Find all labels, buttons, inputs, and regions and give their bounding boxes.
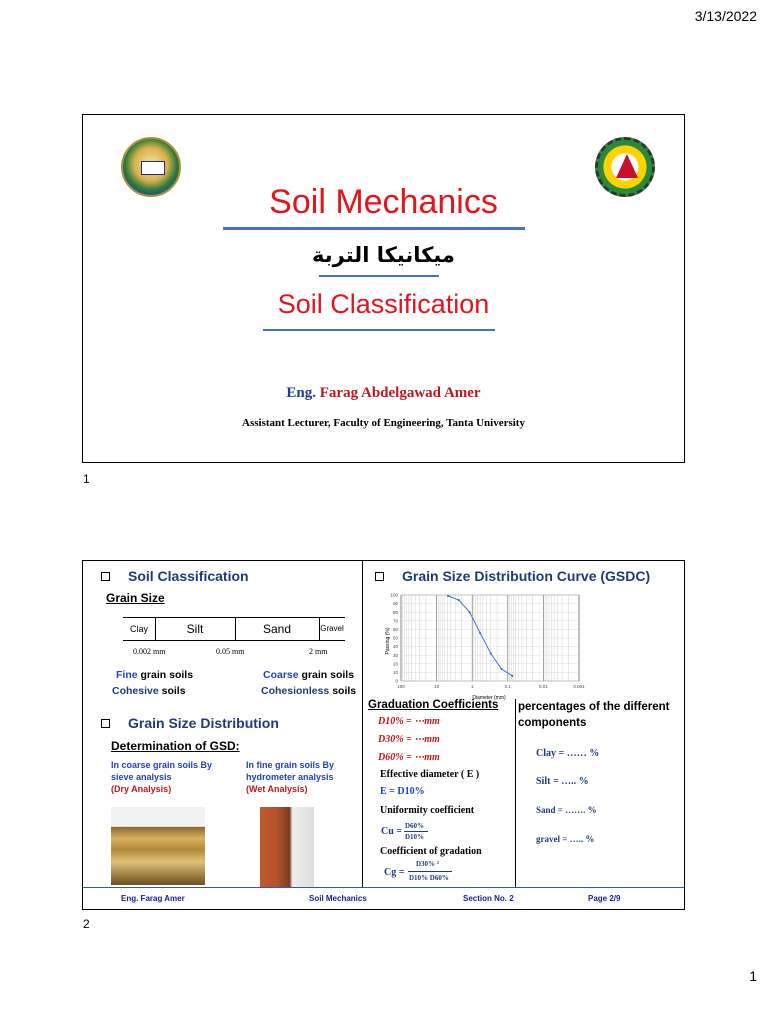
- chart-point: [490, 652, 492, 654]
- chart-y-label: Passing (%): [385, 627, 391, 655]
- tick-005mm: 0.05 mm: [216, 647, 245, 656]
- cu-symbol: Cu =: [381, 826, 402, 837]
- arabic-title: ميكانيكا التربة: [312, 243, 455, 267]
- footer-course: Soil Mechanics: [309, 894, 367, 903]
- author-name: Farag Abdelgawad Amer: [319, 385, 481, 401]
- slide-subtitle: Soil Classification: [277, 289, 490, 319]
- chart-y-tick-label: 30: [392, 652, 398, 658]
- slide-number-2: 2: [83, 917, 90, 931]
- hydrometer-analysis-text: In fine grain soils By hydrometer analysis (Wet Analysis): [246, 760, 335, 794]
- chart-y-tick-label: 80: [392, 609, 398, 615]
- chart-y-tick-label: 0: [395, 678, 398, 684]
- sand-percentage: Sand = ……. %: [536, 805, 597, 815]
- soil-classification-heading: Soil Classification: [101, 568, 249, 584]
- chart-x-tick-label: 1: [470, 684, 474, 689]
- chart-x-tick-label: 0.01: [539, 684, 548, 689]
- scale-clay: Clay: [129, 624, 148, 634]
- slide-1: [82, 114, 685, 463]
- cohesionless-label: Cohesionless soils: [261, 685, 357, 697]
- scale-sand: Sand: [262, 622, 292, 636]
- clay-percentage: Clay = …… %: [536, 748, 600, 759]
- slide-title: Soil Mechanics: [269, 183, 498, 221]
- chart-y-ticks: [390, 593, 398, 684]
- cu-denominator: D10%: [405, 833, 425, 841]
- coarse-grain-label: Coarse grain soils: [263, 669, 355, 681]
- column-divider-secondary: [515, 699, 516, 887]
- coefficients-heading: Graduation Coefficients: [368, 699, 499, 711]
- slide-2: [82, 560, 685, 910]
- date-stamp: 3/13/2022: [694, 8, 757, 24]
- chart-x-tick-label: 10: [434, 684, 440, 689]
- checkbox-bullet-icon: [101, 719, 110, 728]
- footer-section: Section No. 2: [463, 894, 514, 903]
- chart-x-ticks: [397, 684, 585, 689]
- chart-y-tick-label: 60: [392, 627, 398, 632]
- sieve-analysis-text: In coarse grain soils By sieve analysis (Dry Analysis): [111, 760, 213, 794]
- cohesive-label: Cohesive soils: [112, 685, 186, 697]
- footer-author: Eng. Farag Amer: [121, 894, 185, 903]
- cg-symbol: Cg =: [384, 867, 405, 878]
- chart-x-tick-label: 0.001: [573, 684, 585, 689]
- footer-page: Page 2/9: [588, 894, 621, 903]
- effective-diameter-formula: E = D10%: [380, 786, 425, 797]
- d10-value: D10% = ⋯mm: [378, 716, 440, 727]
- uniformity-label: Uniformity coefficient: [380, 805, 475, 816]
- cg-denominator: D10% D60%: [409, 874, 449, 882]
- chart-y-tick-label: 70: [392, 618, 398, 624]
- footer-rule: [83, 887, 684, 888]
- chart-x-label: Diameter (mm): [472, 695, 506, 701]
- d60-value: D60% = ⋯mm: [378, 752, 440, 763]
- gsd-subheading: Determination of GSD:: [111, 739, 240, 753]
- gsd-chart: [383, 591, 583, 701]
- subtitle-underline: [263, 329, 495, 331]
- chart-y-tick-label: 90: [392, 601, 398, 607]
- d30-value: D30% = ⋯mm: [378, 734, 440, 745]
- checkbox-bullet-icon: [375, 572, 384, 581]
- scale-silt: Silt: [186, 622, 204, 636]
- grain-size-scale: [123, 617, 345, 641]
- page-number: 1: [749, 968, 757, 984]
- cg-fraction-bar: [408, 871, 452, 872]
- chart-y-tick-label: 10: [392, 670, 398, 675]
- cu-fraction-bar: [404, 831, 428, 832]
- chart-point: [458, 599, 460, 601]
- chart-point: [479, 632, 481, 634]
- chart-grid: [401, 595, 579, 681]
- gravel-percentage: gravel = ….. %: [536, 834, 595, 844]
- percentages-heading: percentages of the different components: [518, 701, 670, 729]
- author-prefix: Eng.: [286, 385, 317, 401]
- chart-y-tick-label: 20: [392, 661, 398, 667]
- chart-y-tick-label: 100: [390, 592, 398, 598]
- chart-point: [511, 675, 513, 677]
- chart-point: [500, 668, 502, 670]
- chart-x-tick-label: 100: [397, 684, 405, 689]
- chart-x-tick-label: 0.1: [504, 684, 511, 689]
- chart-point: [447, 595, 449, 597]
- author-affiliation: Assistant Lecturer, Faculty of Engineering, Tanta University: [242, 417, 525, 429]
- gradation-label: Coefficient of gradation: [380, 846, 482, 857]
- slide-number-1: 1: [83, 472, 90, 486]
- tick-0002mm: 0.002 mm: [133, 647, 166, 656]
- fine-grain-label: Fine grain soils: [116, 669, 194, 681]
- title-underline: [223, 227, 525, 230]
- gsd-heading: Grain Size Distribution: [101, 715, 279, 731]
- chart-y-tick-label: 40: [392, 644, 398, 650]
- silt-percentage: Silt = ….. %: [536, 776, 589, 787]
- cu-numerator: D60%: [405, 822, 425, 830]
- author-line: [83, 385, 684, 402]
- grain-size-label: Grain Size: [106, 591, 165, 605]
- effective-diameter-label: Effective diameter ( E ): [380, 769, 480, 780]
- gsdc-heading: Grain Size Distribution Curve (GSDC): [375, 568, 650, 584]
- column-divider: [362, 561, 363, 887]
- cg-numerator: D30% ²: [416, 860, 439, 868]
- chart-point: [469, 611, 471, 613]
- checkbox-bullet-icon: [101, 572, 110, 581]
- arabic-underline: [319, 275, 439, 277]
- hydrometer-photo: [260, 807, 314, 887]
- tick-2mm: 2 mm: [309, 647, 328, 656]
- sieve-photo: [111, 807, 205, 885]
- chart-y-tick-label: 50: [392, 635, 398, 641]
- scale-gravel: Gravel: [320, 624, 344, 633]
